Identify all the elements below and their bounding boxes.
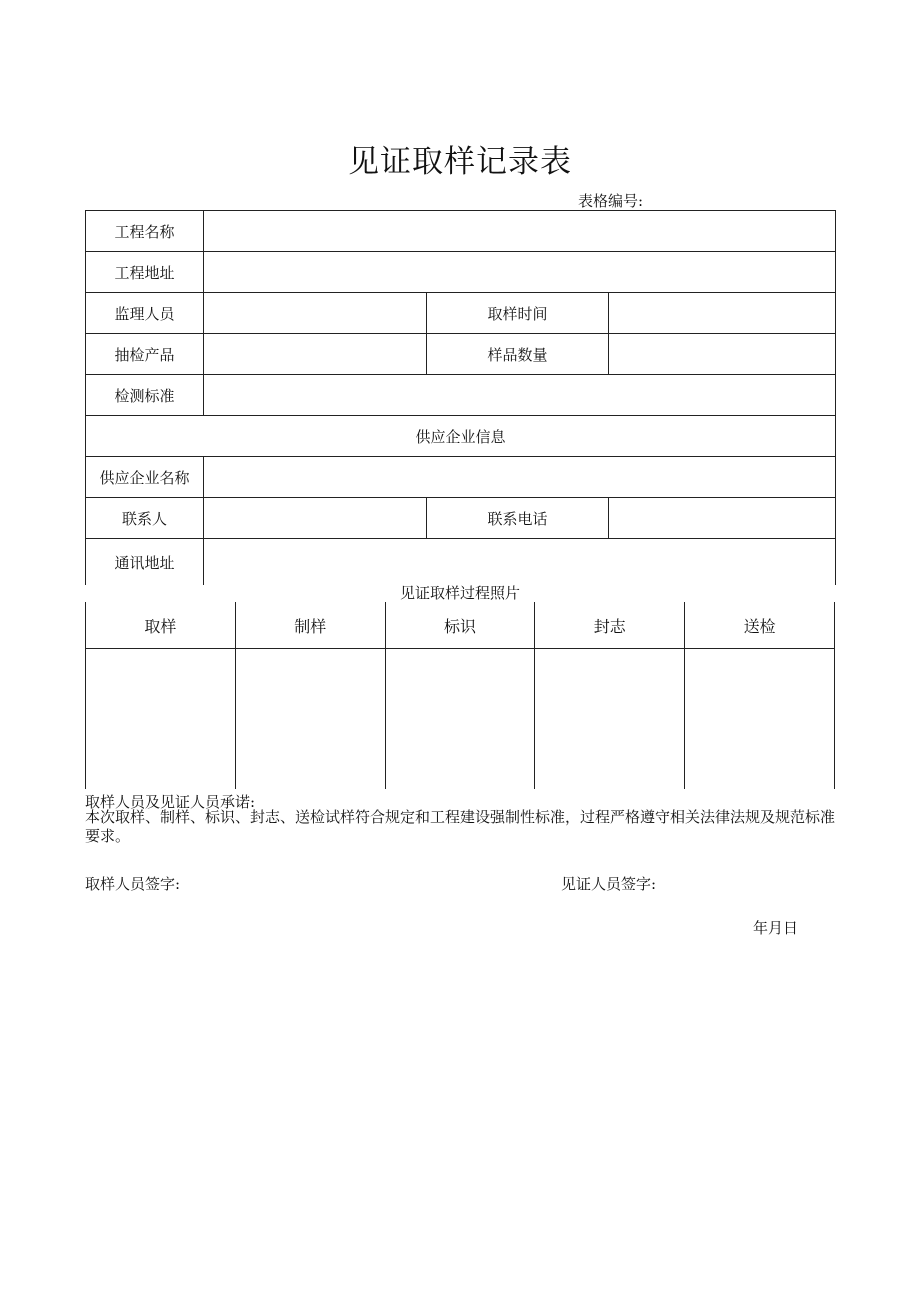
photo-column-header: 标识 (385, 602, 535, 649)
photo-cell-sampling[interactable] (86, 649, 236, 790)
phone-field[interactable] (609, 498, 836, 539)
photo-cell-submission[interactable] (685, 649, 835, 790)
photo-cell-sealing[interactable] (535, 649, 685, 790)
project-name-field[interactable] (204, 211, 836, 252)
table-row (86, 416, 836, 457)
table-row (86, 375, 836, 416)
contact-field[interactable] (204, 498, 427, 539)
contact-label: 联系人 (86, 498, 204, 539)
photo-column-header: 制样 (235, 602, 385, 649)
table-row (86, 498, 836, 539)
table-row (86, 293, 836, 334)
sampler-signature-label: 取样人员签字: (85, 875, 181, 893)
phone-label: 联系电话 (427, 498, 609, 539)
pledge-title: 取样人员及见证人员承诺: (85, 793, 256, 811)
date-label: 年月日 (753, 919, 799, 937)
pledge-text: 本次取样、制样、标识、封志、送检试样符合规定和工程建设强制性标准，过程严格遵守相关法律法规及规范标准要求。 (85, 808, 836, 845)
photo-section-title: 见证取样过程照片 (399, 584, 520, 602)
supplier-name-field[interactable] (204, 457, 836, 498)
standard-field[interactable] (204, 375, 836, 416)
table-row (86, 252, 836, 293)
table-row (86, 539, 836, 586)
supplier-info-header: 供应企业信息 (86, 416, 836, 457)
witness-signature-label: 见证人员签字: (561, 875, 657, 893)
sample-qty-field[interactable] (609, 334, 836, 375)
photo-cell-marking[interactable] (385, 649, 535, 790)
product-field[interactable] (204, 334, 427, 375)
product-label: 抽检产品 (86, 334, 204, 375)
mail-address-field[interactable] (204, 539, 836, 586)
mail-address-label: 通讯地址 (86, 539, 204, 586)
standard-label: 检测标准 (86, 375, 204, 416)
table-row (86, 457, 836, 498)
project-address-field[interactable] (204, 252, 836, 293)
photo-cell-preparation[interactable] (235, 649, 385, 790)
photo-table (85, 602, 835, 789)
table-row (86, 602, 835, 649)
table-row (86, 334, 836, 375)
supervisor-field[interactable] (204, 293, 427, 334)
record-table (85, 210, 836, 585)
photo-column-header: 取样 (86, 602, 236, 649)
project-name-label: 工程名称 (86, 211, 204, 252)
sampling-time-label: 取样时间 (427, 293, 609, 334)
sampling-time-field[interactable] (609, 293, 836, 334)
sample-qty-label: 样品数量 (427, 334, 609, 375)
photo-column-header: 送检 (685, 602, 835, 649)
project-address-label: 工程地址 (86, 252, 204, 293)
supplier-name-label: 供应企业名称 (86, 457, 204, 498)
supervisor-label: 监理人员 (86, 293, 204, 334)
photo-column-header: 封志 (535, 602, 685, 649)
page-title: 见证取样记录表 (348, 144, 572, 180)
table-row (86, 211, 836, 252)
table-row (86, 649, 835, 790)
form-number-label: 表格编号: (578, 192, 644, 210)
